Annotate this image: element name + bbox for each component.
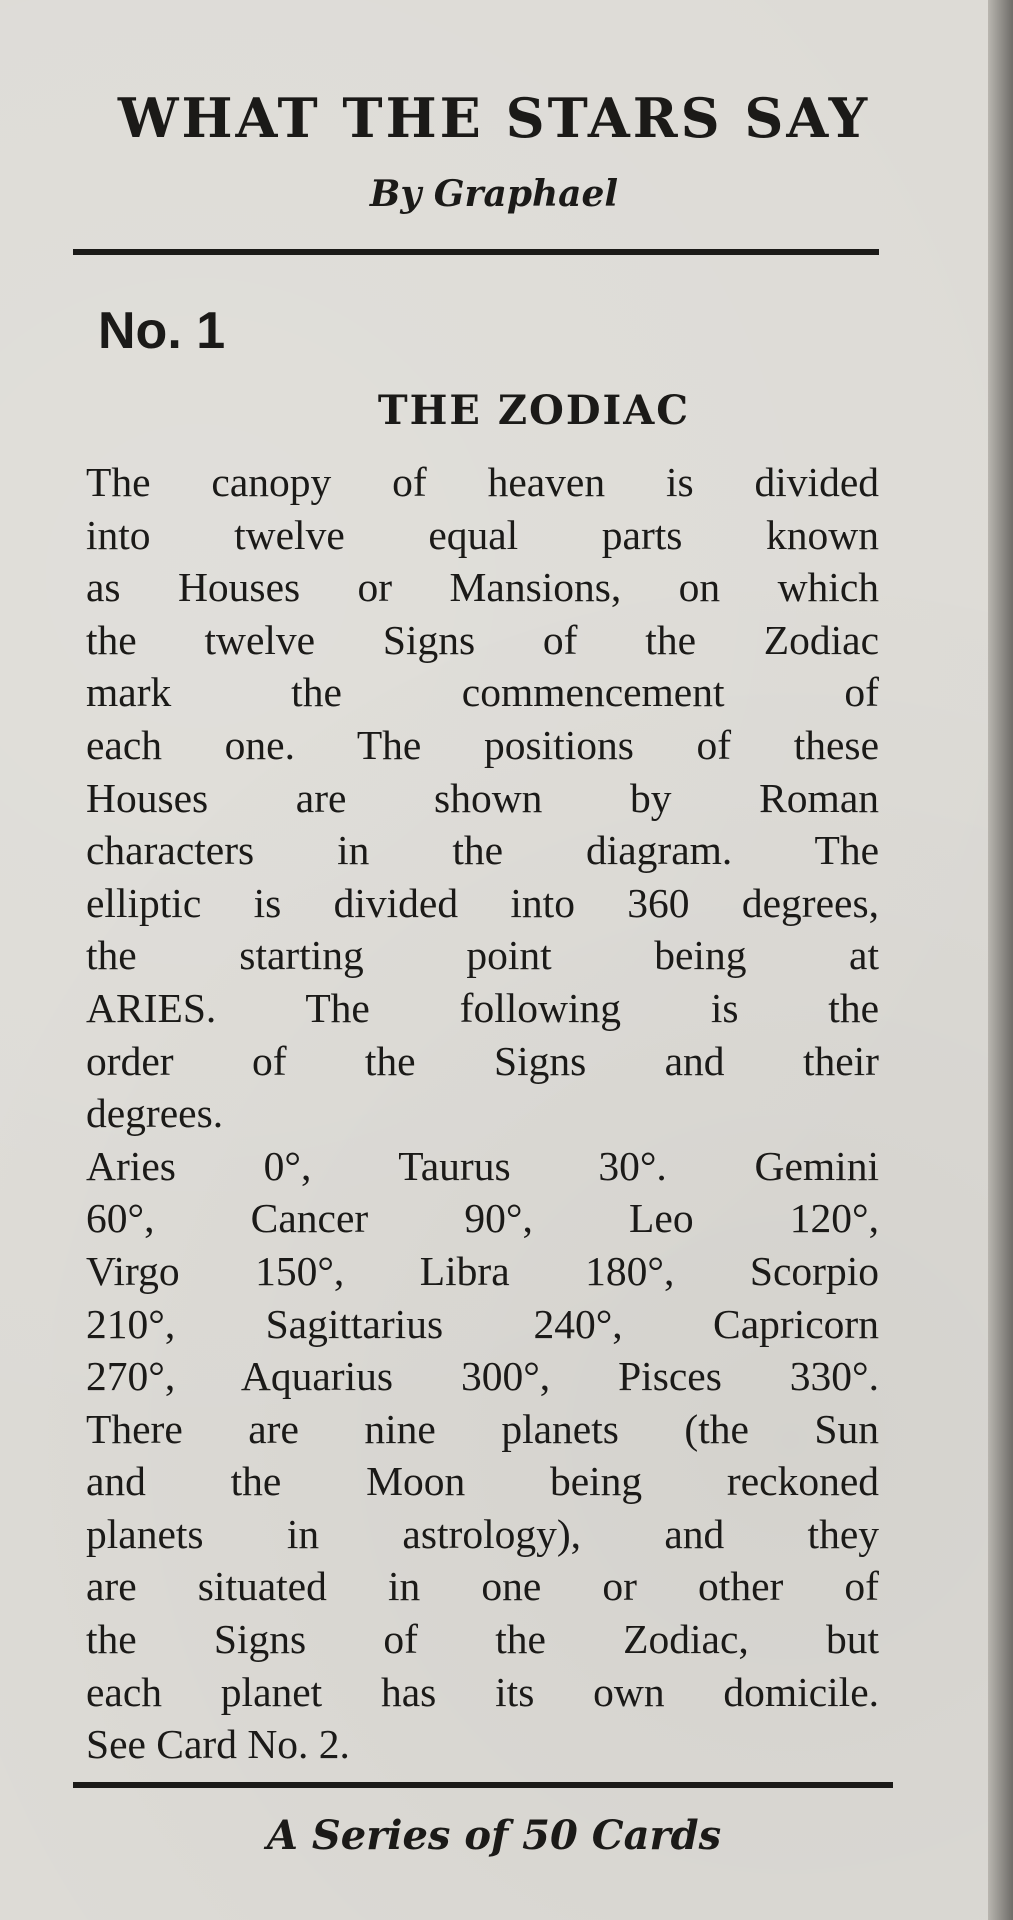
body-line: mark the commencement of (86, 669, 879, 716)
body-line: 270°, Aquarius 300°, Pisces 330°. (86, 1353, 879, 1400)
body-line: There are nine planets (the Sun (86, 1405, 879, 1452)
card-number: No. 1 (98, 302, 226, 360)
bottom-divider (73, 1782, 893, 1788)
card-edge-shadow (988, 0, 1013, 1920)
body-line: Aries 0°, Taurus 30°. Gemini (86, 1142, 879, 1189)
body-line: and the Moon being reckoned (86, 1458, 879, 1505)
body-line: ARIES. The following is the (86, 984, 879, 1031)
body-line: each one. The positions of these (86, 721, 879, 768)
series-footer: A Series of 50 Cards (266, 1812, 722, 1859)
top-divider (73, 249, 879, 255)
body-line: as Houses or Mansions, on which (86, 564, 879, 611)
series-title: WHAT THE STARS SAY (117, 86, 871, 150)
body-line: degrees. (86, 1090, 224, 1137)
body-line: each planet has its own domicile. (86, 1668, 879, 1715)
body-line: are situated in one or other of (86, 1563, 879, 1610)
author-byline: By Graphael (369, 173, 619, 215)
body-line: into twelve equal parts known (86, 511, 879, 558)
card-heading: THE ZODIAC (377, 387, 691, 434)
card-body-text (86, 456, 879, 1771)
body-line: See Card No. 2. (86, 1721, 350, 1768)
body-line: 210°, Sagittarius 240°, Capricorn (86, 1300, 879, 1347)
body-line: the Signs of the Zodiac, but (86, 1616, 879, 1663)
body-line: elliptic is divided into 360 degrees, (86, 879, 879, 926)
body-line: The canopy of heaven is divided (86, 459, 879, 505)
body-line: the starting point being at (86, 932, 879, 979)
body-line: planets in astrology), and they (86, 1510, 879, 1557)
body-line: characters in the diagram. The (86, 827, 879, 874)
body-line: 60°, Cancer 90°, Leo 120°, (86, 1195, 879, 1242)
body-line: Virgo 150°, Libra 180°, Scorpio (86, 1247, 879, 1294)
body-line: order of the Signs and their (86, 1037, 879, 1084)
body-line: the twelve Signs of the Zodiac (86, 616, 879, 663)
body-line: Houses are shown by Roman (86, 774, 879, 821)
